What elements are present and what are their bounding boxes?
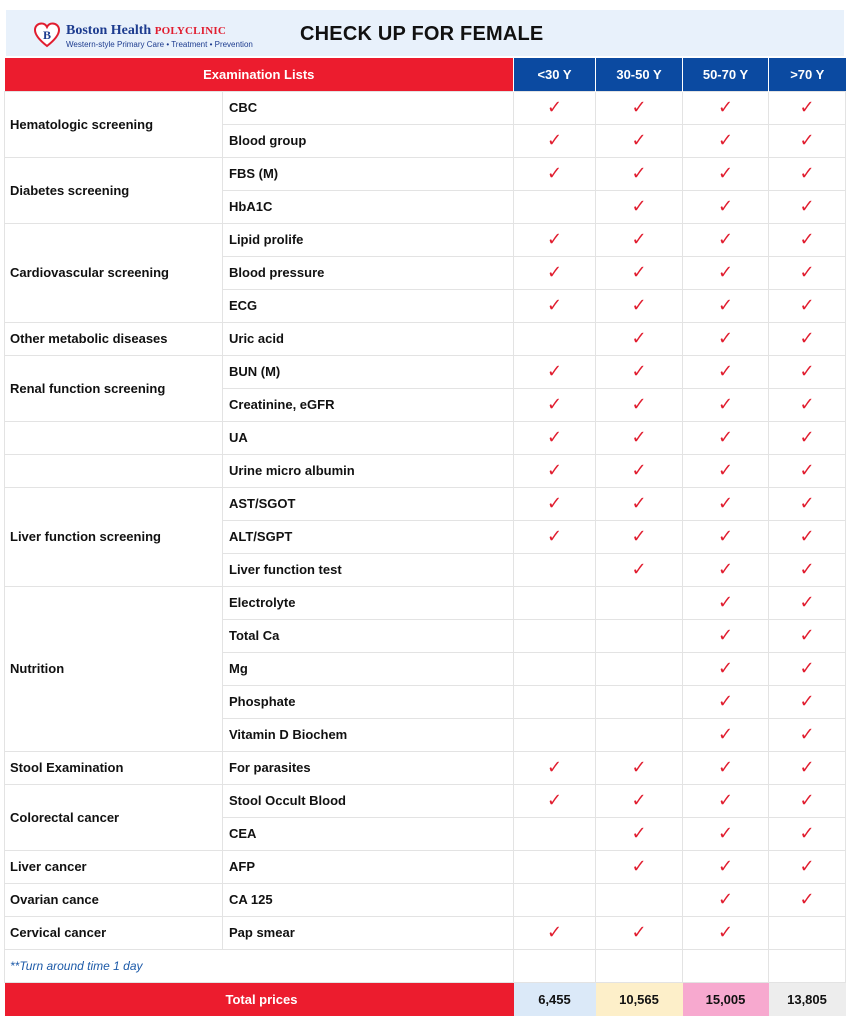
check-cell-50-70 <box>683 124 769 157</box>
check-cell-under-30 <box>514 289 596 322</box>
table-row <box>5 784 846 817</box>
check-cell-over-70 <box>769 355 846 388</box>
check-cell-over-70 <box>769 157 846 190</box>
checkmark-icon: ✓ <box>631 129 647 151</box>
checkmark-icon: ✓ <box>799 459 815 481</box>
checkmark-icon: ✓ <box>546 294 563 316</box>
checkmark-icon: ✓ <box>546 360 563 382</box>
checkmark-icon: ✓ <box>717 393 734 415</box>
price-under-30: 6,455 <box>514 982 596 1016</box>
check-cell-50-70 <box>683 619 769 652</box>
checkmark-icon: ✓ <box>631 96 647 118</box>
check-cell-under-30 <box>514 553 596 586</box>
category-cell <box>5 421 223 454</box>
category-cell: Cardiovascular screening <box>5 223 223 322</box>
checkmark-icon: ✓ <box>631 261 647 283</box>
check-cell-30-50 <box>596 91 683 124</box>
checkmark-icon: ✓ <box>717 756 734 778</box>
check-cell-under-30 <box>514 256 596 289</box>
check-cell-30-50 <box>596 784 683 817</box>
check-cell-30-50 <box>596 520 683 553</box>
check-cell-over-70 <box>769 784 846 817</box>
checkmark-icon: ✓ <box>717 195 734 217</box>
test-name-cell: CEA <box>223 817 514 850</box>
check-cell-over-70 <box>769 916 846 949</box>
category-cell: Liver function screening <box>5 487 223 586</box>
test-name-cell: Mg <box>223 652 514 685</box>
checkmark-icon: ✓ <box>717 525 734 547</box>
checkmark-icon: ✓ <box>631 294 647 316</box>
check-cell-under-30 <box>514 190 596 223</box>
checkmark-icon: ✓ <box>546 393 563 415</box>
check-cell-under-30 <box>514 883 596 916</box>
age-header-under-30: <30 Y <box>514 58 596 91</box>
check-cell-under-30 <box>514 520 596 553</box>
checkmark-icon: ✓ <box>546 261 563 283</box>
category-cell: Other metabolic diseases <box>5 322 223 355</box>
check-cell-under-30 <box>514 619 596 652</box>
note-filler <box>769 949 846 982</box>
checkmark-icon: ✓ <box>717 426 734 448</box>
note-row <box>5 949 846 982</box>
check-cell-under-30 <box>514 322 596 355</box>
check-cell-over-70 <box>769 289 846 322</box>
check-cell-over-70 <box>769 256 846 289</box>
checkmark-icon: ✓ <box>631 459 647 481</box>
check-cell-over-70 <box>769 124 846 157</box>
table-row <box>5 91 846 124</box>
checkmark-icon: ✓ <box>799 558 815 580</box>
check-cell-30-50 <box>596 388 683 421</box>
check-cell-30-50 <box>596 586 683 619</box>
note-filler <box>514 949 596 982</box>
check-cell-under-30 <box>514 916 596 949</box>
check-cell-30-50 <box>596 553 683 586</box>
checkmark-icon: ✓ <box>799 261 815 283</box>
checkmark-icon: ✓ <box>546 426 563 448</box>
check-cell-50-70 <box>683 685 769 718</box>
checkmark-icon: ✓ <box>631 195 647 217</box>
check-cell-under-30 <box>514 751 596 784</box>
svg-text:B: B <box>42 28 52 42</box>
checkmark-icon: ✓ <box>717 690 734 712</box>
table-row <box>5 454 846 487</box>
check-cell-50-70 <box>683 586 769 619</box>
check-cell-30-50 <box>596 718 683 751</box>
check-cell-30-50 <box>596 223 683 256</box>
check-cell-under-30 <box>514 586 596 619</box>
category-cell: Liver cancer <box>5 850 223 883</box>
check-cell-under-30 <box>514 652 596 685</box>
checkmark-icon: ✓ <box>799 888 815 910</box>
test-name-cell: ALT/SGPT <box>223 520 514 553</box>
checkmark-icon: ✓ <box>717 129 734 151</box>
checkmark-icon: ✓ <box>631 162 647 184</box>
check-cell-over-70 <box>769 586 846 619</box>
check-cell-over-70 <box>769 850 846 883</box>
check-cell-under-30 <box>514 91 596 124</box>
category-cell: Renal function screening <box>5 355 223 421</box>
check-cell-under-30 <box>514 157 596 190</box>
check-cell-under-30 <box>514 487 596 520</box>
checkmark-icon: ✓ <box>799 195 815 217</box>
checkmark-icon: ✓ <box>799 228 815 250</box>
check-cell-50-70 <box>683 751 769 784</box>
check-cell-over-70 <box>769 817 846 850</box>
test-name-cell: Blood pressure <box>223 256 514 289</box>
checkmark-icon: ✓ <box>546 129 563 151</box>
test-name-cell: CA 125 <box>223 883 514 916</box>
check-cell-30-50 <box>596 157 683 190</box>
check-cell-over-70 <box>769 883 846 916</box>
checkmark-icon: ✓ <box>799 96 815 118</box>
test-name-cell: Stool Occult Blood <box>223 784 514 817</box>
checkmark-icon: ✓ <box>799 129 815 151</box>
price-30-50: 10,565 <box>596 982 683 1016</box>
checkmark-icon: ✓ <box>631 921 647 943</box>
test-name-cell: UA <box>223 421 514 454</box>
checkmark-icon: ✓ <box>631 492 647 514</box>
turnaround-note: **Turn around time 1 day <box>5 949 514 982</box>
age-header-30-50: 30-50 Y <box>596 58 683 91</box>
checkmark-icon: ✓ <box>631 327 647 349</box>
table-row <box>5 586 846 619</box>
checkmark-icon: ✓ <box>799 690 815 712</box>
total-prices-row <box>5 982 846 1016</box>
table-row <box>5 355 846 388</box>
test-name-cell: Urine micro albumin <box>223 454 514 487</box>
test-name-cell: HbA1C <box>223 190 514 223</box>
brand-block <box>66 23 253 49</box>
check-cell-30-50 <box>596 256 683 289</box>
check-cell-50-70 <box>683 157 769 190</box>
checkmark-icon: ✓ <box>799 789 815 811</box>
check-cell-30-50 <box>596 817 683 850</box>
checkmark-icon: ✓ <box>717 162 734 184</box>
checkmark-icon: ✓ <box>546 756 563 778</box>
test-name-cell: AST/SGOT <box>223 487 514 520</box>
page-title: CHECK UP FOR FEMALE <box>300 23 544 45</box>
table-row <box>5 883 846 916</box>
check-cell-50-70 <box>683 553 769 586</box>
check-cell-50-70 <box>683 289 769 322</box>
checkmark-icon: ✓ <box>717 492 734 514</box>
check-cell-under-30 <box>514 124 596 157</box>
checkmark-icon: ✓ <box>799 327 815 349</box>
checkmark-icon: ✓ <box>631 426 647 448</box>
test-name-cell: Lipid prolife <box>223 223 514 256</box>
table-row <box>5 421 846 454</box>
checkmark-icon: ✓ <box>717 888 734 910</box>
test-name-cell: Electrolyte <box>223 586 514 619</box>
checkmark-icon: ✓ <box>546 228 563 250</box>
check-cell-under-30 <box>514 817 596 850</box>
check-cell-30-50 <box>596 190 683 223</box>
total-prices-label: Total prices <box>5 982 514 1016</box>
check-cell-30-50 <box>596 124 683 157</box>
test-name-cell: Pap smear <box>223 916 514 949</box>
checkmark-icon: ✓ <box>717 789 734 811</box>
check-cell-under-30 <box>514 454 596 487</box>
check-cell-under-30 <box>514 355 596 388</box>
check-cell-30-50 <box>596 751 683 784</box>
table-row <box>5 223 846 256</box>
checkmark-icon: ✓ <box>546 492 563 514</box>
note-filler <box>596 949 683 982</box>
checkmark-icon: ✓ <box>717 261 734 283</box>
checkmark-icon: ✓ <box>717 657 734 679</box>
check-cell-50-70 <box>683 850 769 883</box>
checkmark-icon: ✓ <box>631 360 647 382</box>
check-cell-50-70 <box>683 817 769 850</box>
check-cell-50-70 <box>683 223 769 256</box>
check-cell-over-70 <box>769 652 846 685</box>
brand-name: Boston Health <box>66 23 152 38</box>
check-cell-50-70 <box>683 784 769 817</box>
checkmark-icon: ✓ <box>546 789 563 811</box>
table-row <box>5 157 846 190</box>
check-cell-30-50 <box>596 487 683 520</box>
category-cell: Cervical cancer <box>5 916 223 949</box>
table-row <box>5 916 846 949</box>
check-cell-50-70 <box>683 355 769 388</box>
check-cell-30-50 <box>596 289 683 322</box>
check-cell-30-50 <box>596 454 683 487</box>
check-cell-30-50 <box>596 322 683 355</box>
test-name-cell: AFP <box>223 850 514 883</box>
check-cell-over-70 <box>769 454 846 487</box>
check-cell-over-70 <box>769 388 846 421</box>
checkmark-icon: ✓ <box>799 393 815 415</box>
test-name-cell: CBC <box>223 91 514 124</box>
check-cell-30-50 <box>596 685 683 718</box>
brand-tagline: Western-style Primary Care • Treatment • Prevention <box>66 40 253 49</box>
check-cell-30-50 <box>596 652 683 685</box>
check-cell-over-70 <box>769 223 846 256</box>
age-header-50-70: 50-70 Y <box>683 58 769 91</box>
test-name-cell: ECG <box>223 289 514 322</box>
checkmark-icon: ✓ <box>799 162 815 184</box>
check-cell-50-70 <box>683 421 769 454</box>
check-cell-50-70 <box>683 520 769 553</box>
checkmark-icon: ✓ <box>546 525 563 547</box>
checkmark-icon: ✓ <box>717 723 734 745</box>
checkmark-icon: ✓ <box>717 558 734 580</box>
check-cell-over-70 <box>769 619 846 652</box>
checkmark-icon: ✓ <box>717 294 734 316</box>
checkmark-icon: ✓ <box>799 855 815 877</box>
checkmark-icon: ✓ <box>631 228 647 250</box>
check-cell-over-70 <box>769 751 846 784</box>
checkmark-icon: ✓ <box>546 96 563 118</box>
checkmark-icon: ✓ <box>546 162 563 184</box>
checkmark-icon: ✓ <box>717 96 734 118</box>
category-cell: Colorectal cancer <box>5 784 223 850</box>
table-row <box>5 751 846 784</box>
check-cell-50-70 <box>683 454 769 487</box>
checkmark-icon: ✓ <box>799 294 815 316</box>
check-cell-under-30 <box>514 388 596 421</box>
test-name-cell: Total Ca <box>223 619 514 652</box>
examination-lists-header: Examination Lists <box>5 58 514 91</box>
page-header <box>6 10 844 56</box>
checkup-table <box>4 58 846 1016</box>
check-cell-over-70 <box>769 190 846 223</box>
age-header-over-70: >70 Y <box>769 58 846 91</box>
checkmark-icon: ✓ <box>717 855 734 877</box>
checkmark-icon: ✓ <box>799 591 815 613</box>
check-cell-over-70 <box>769 322 846 355</box>
checkmark-icon: ✓ <box>799 426 815 448</box>
test-name-cell: Vitamin D Biochem <box>223 718 514 751</box>
category-cell: Ovarian cance <box>5 883 223 916</box>
test-name-cell: Phosphate <box>223 685 514 718</box>
category-cell: Diabetes screening <box>5 157 223 223</box>
checkmark-icon: ✓ <box>799 525 815 547</box>
checkmark-icon: ✓ <box>546 921 563 943</box>
check-cell-over-70 <box>769 685 846 718</box>
check-cell-30-50 <box>596 355 683 388</box>
heart-logo-icon <box>34 22 60 48</box>
table-body <box>5 91 846 949</box>
test-name-cell: For parasites <box>223 751 514 784</box>
check-cell-30-50 <box>596 850 683 883</box>
checkmark-icon: ✓ <box>631 822 647 844</box>
checkmark-icon: ✓ <box>631 789 647 811</box>
check-cell-30-50 <box>596 421 683 454</box>
checkmark-icon: ✓ <box>717 228 734 250</box>
check-cell-30-50 <box>596 619 683 652</box>
check-cell-50-70 <box>683 190 769 223</box>
check-cell-under-30 <box>514 718 596 751</box>
check-cell-under-30 <box>514 223 596 256</box>
table-header-row <box>5 58 846 91</box>
checkmark-icon: ✓ <box>717 360 734 382</box>
checkmark-icon: ✓ <box>717 327 734 349</box>
checkmark-icon: ✓ <box>717 591 734 613</box>
check-cell-over-70 <box>769 553 846 586</box>
checkmark-icon: ✓ <box>631 393 647 415</box>
checkmark-icon: ✓ <box>631 756 647 778</box>
check-cell-50-70 <box>683 883 769 916</box>
checkmark-icon: ✓ <box>631 558 647 580</box>
check-cell-under-30 <box>514 421 596 454</box>
checkmark-icon: ✓ <box>546 459 563 481</box>
checkmark-icon: ✓ <box>799 360 815 382</box>
category-cell: Nutrition <box>5 586 223 751</box>
checkmark-icon: ✓ <box>799 756 815 778</box>
category-cell <box>5 454 223 487</box>
price-over-70: 13,805 <box>769 982 846 1016</box>
check-cell-under-30 <box>514 850 596 883</box>
test-name-cell: BUN (M) <box>223 355 514 388</box>
checkmark-icon: ✓ <box>799 624 815 646</box>
note-filler <box>683 949 769 982</box>
table-row <box>5 322 846 355</box>
checkmark-icon: ✓ <box>799 492 815 514</box>
check-cell-50-70 <box>683 652 769 685</box>
check-cell-over-70 <box>769 487 846 520</box>
check-cell-over-70 <box>769 91 846 124</box>
table-row <box>5 850 846 883</box>
checkmark-icon: ✓ <box>799 822 815 844</box>
check-cell-30-50 <box>596 916 683 949</box>
check-cell-under-30 <box>514 784 596 817</box>
check-cell-under-30 <box>514 685 596 718</box>
brand-suffix: POLYCLINIC <box>154 25 226 37</box>
checkmark-icon: ✓ <box>717 822 734 844</box>
check-cell-50-70 <box>683 322 769 355</box>
check-cell-50-70 <box>683 487 769 520</box>
check-cell-over-70 <box>769 520 846 553</box>
checkmark-icon: ✓ <box>717 624 734 646</box>
brand-name-line <box>66 23 253 39</box>
test-name-cell: Blood group <box>223 124 514 157</box>
check-cell-50-70 <box>683 91 769 124</box>
checkmark-icon: ✓ <box>631 525 647 547</box>
checkmark-icon: ✓ <box>631 855 647 877</box>
check-cell-50-70 <box>683 718 769 751</box>
check-cell-over-70 <box>769 718 846 751</box>
test-name-cell: Uric acid <box>223 322 514 355</box>
table-row <box>5 487 846 520</box>
test-name-cell: Creatinine, eGFR <box>223 388 514 421</box>
category-cell: Stool Examination <box>5 751 223 784</box>
check-cell-over-70 <box>769 421 846 454</box>
checkmark-icon: ✓ <box>799 657 815 679</box>
checkmark-icon: ✓ <box>717 921 734 943</box>
test-name-cell: Liver function test <box>223 553 514 586</box>
checkmark-icon: ✓ <box>799 723 815 745</box>
check-cell-50-70 <box>683 388 769 421</box>
test-name-cell: FBS (M) <box>223 157 514 190</box>
category-cell: Hematologic screening <box>5 91 223 157</box>
check-cell-30-50 <box>596 883 683 916</box>
price-50-70: 15,005 <box>683 982 769 1016</box>
checkmark-icon: ✓ <box>717 459 734 481</box>
check-cell-50-70 <box>683 916 769 949</box>
check-cell-50-70 <box>683 256 769 289</box>
